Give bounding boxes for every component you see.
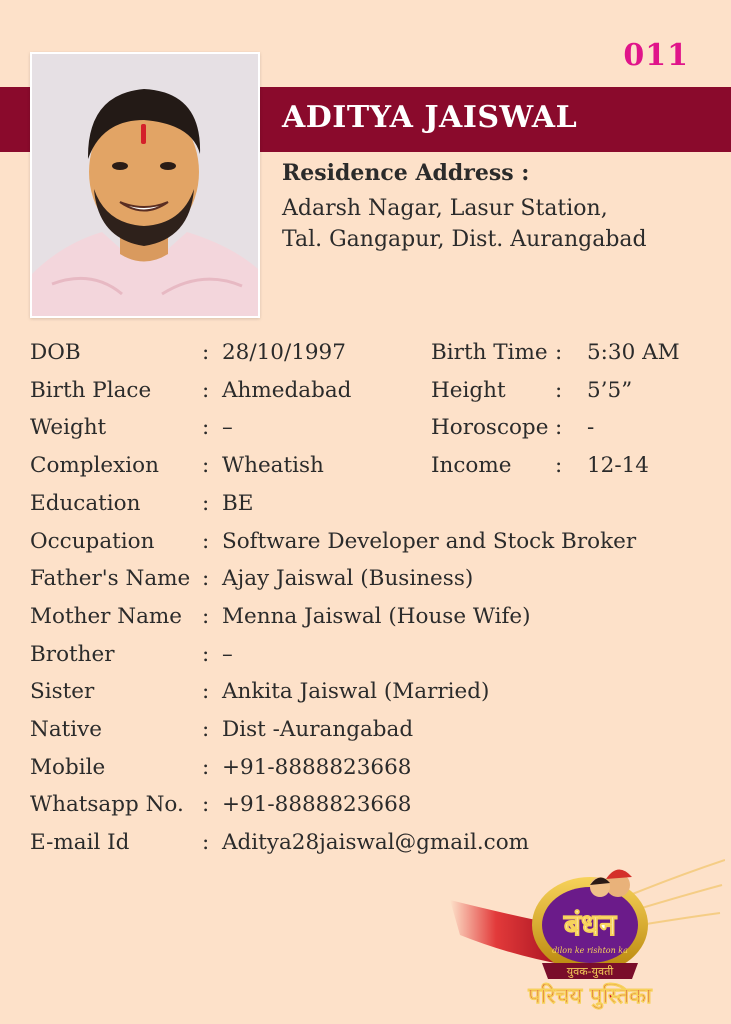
- detail-separator: :: [202, 792, 210, 818]
- detail-separator: :: [202, 340, 210, 365]
- detail-separator: :: [202, 377, 210, 403]
- detail-row: [30, 491, 720, 527]
- profile-photo: [30, 52, 260, 318]
- person-photo-icon: [32, 54, 258, 316]
- detail-value: Ankita Jaiswal (Married): [222, 679, 490, 705]
- detail-value: BE: [222, 490, 254, 516]
- detail-separator-secondary: :: [555, 340, 563, 365]
- detail-label: Birth Place: [30, 377, 152, 403]
- detail-separator: :: [202, 679, 210, 705]
- detail-value: Aditya28jaiswal@gmail.com: [222, 830, 530, 856]
- detail-row: [30, 378, 720, 414]
- detail-separator: :: [202, 603, 210, 629]
- serial-number: 011: [623, 38, 689, 73]
- detail-value-secondary: -: [587, 415, 595, 441]
- detail-label: E-mail Id: [30, 830, 130, 856]
- detail-label: Native: [30, 717, 103, 742]
- detail-separator: :: [202, 566, 210, 592]
- detail-value-secondary: 12-14: [587, 453, 649, 479]
- detail-value: +91-8888823668: [222, 754, 412, 780]
- detail-label-secondary: Height: [431, 377, 506, 403]
- address-label: Residence Address :: [282, 160, 530, 186]
- detail-label: Complexion: [30, 453, 159, 479]
- detail-value-secondary: 5’5”: [587, 377, 633, 403]
- bandhan-logo: [450, 855, 725, 1020]
- detail-label: Sister: [30, 679, 95, 705]
- logo-tagline: dilon ke rishton ka: [552, 946, 628, 955]
- detail-row: [30, 415, 720, 451]
- detail-value: Ahmedabad: [222, 377, 352, 403]
- logo-sub1: युवक-युवती: [566, 965, 614, 978]
- detail-row: [30, 755, 720, 791]
- detail-separator: :: [202, 453, 210, 479]
- detail-value: Menna Jaiswal (House Wife): [222, 603, 531, 629]
- detail-value: Ajay Jaiswal (Business): [222, 566, 474, 592]
- detail-label-secondary: Birth Time: [431, 340, 548, 365]
- detail-label-secondary: Income: [431, 453, 512, 479]
- detail-separator-secondary: :: [555, 415, 563, 441]
- detail-separator-secondary: :: [555, 453, 563, 479]
- detail-separator: :: [202, 717, 210, 742]
- detail-value: –: [222, 641, 233, 667]
- detail-row: [30, 717, 720, 753]
- logo-title: बंधन: [563, 908, 617, 943]
- detail-label: Education: [30, 490, 141, 516]
- detail-label: Mobile: [30, 754, 106, 780]
- detail-separator: :: [202, 830, 210, 856]
- detail-row: [30, 642, 720, 678]
- detail-value: Wheatish: [222, 453, 324, 479]
- detail-value: 28/10/1997: [222, 340, 346, 365]
- detail-label: Whatsapp No.: [30, 792, 184, 818]
- detail-separator: :: [202, 641, 210, 667]
- detail-label: Weight: [30, 415, 107, 441]
- detail-value: Software Developer and Stock Broker: [222, 528, 637, 554]
- detail-value: +91-8888823668: [222, 792, 412, 818]
- detail-value-secondary: 5:30 AM: [587, 340, 680, 365]
- detail-label: DOB: [30, 340, 81, 365]
- detail-label: Occupation: [30, 528, 155, 554]
- detail-row: [30, 566, 720, 602]
- detail-separator: :: [202, 528, 210, 554]
- detail-label: Mother Name: [30, 603, 183, 629]
- detail-value: –: [222, 415, 233, 441]
- detail-row: [30, 792, 720, 828]
- detail-separator: :: [202, 490, 210, 516]
- detail-label-secondary: Horoscope: [431, 415, 549, 441]
- address-line-2: Tal. Gangapur, Dist. Aurangabad: [282, 227, 647, 252]
- logo-sub2: परिचय पुस्तिका: [528, 984, 652, 1009]
- detail-separator: :: [202, 754, 210, 780]
- address-line-1: Adarsh Nagar, Lasur Station,: [282, 196, 608, 221]
- detail-label: Brother: [30, 641, 115, 667]
- detail-row: [30, 604, 720, 640]
- candidate-name: ADITYA JAISWAL: [282, 100, 578, 135]
- detail-row: [30, 529, 720, 565]
- detail-separator-secondary: :: [555, 377, 563, 403]
- detail-row: [30, 453, 720, 489]
- detail-label: Father's Name: [30, 566, 191, 592]
- detail-row: [30, 340, 720, 376]
- detail-row: [30, 679, 720, 715]
- detail-value: Dist -Aurangabad: [222, 717, 414, 742]
- detail-separator: :: [202, 415, 210, 441]
